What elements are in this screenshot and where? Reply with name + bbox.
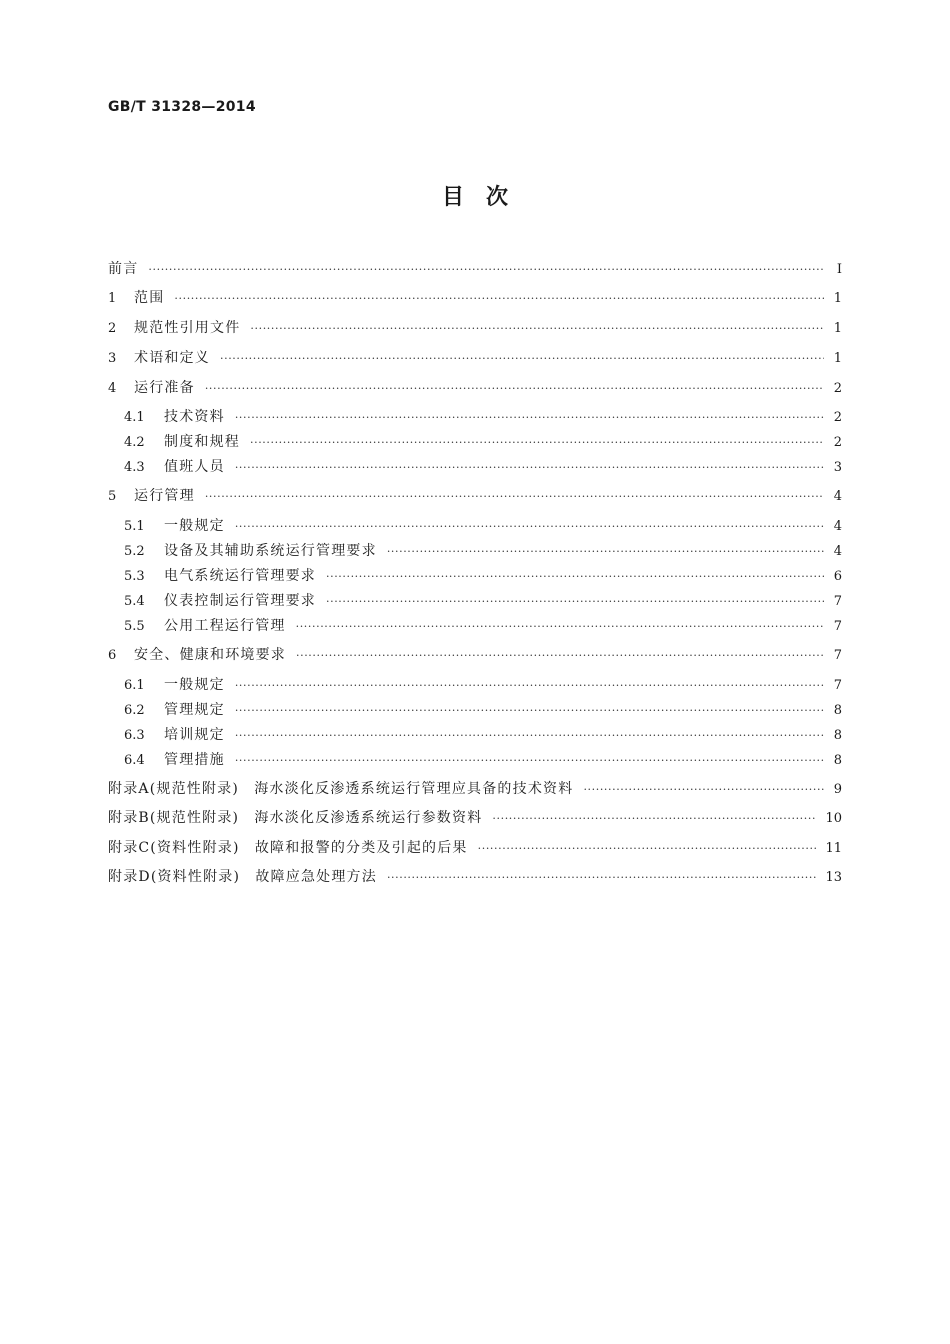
toc-entry-page: Ⅰ: [836, 262, 842, 277]
toc-leader-dots: [235, 725, 824, 747]
toc-entry-4-3[interactable]: [108, 456, 842, 478]
toc-leader-dots: [205, 378, 824, 400]
toc-entry-page: 1: [833, 291, 842, 306]
toc-entry-label: 设备及其辅助系统运行管理要求: [164, 543, 377, 559]
toc-entry-number: 4: [108, 381, 117, 396]
toc-entry-page: 9: [833, 782, 842, 797]
toc-leader-dots: [326, 591, 824, 613]
toc-entry-page: 1: [833, 351, 842, 366]
toc-entry-page: 4: [833, 544, 842, 559]
toc-entry-number: 5.1: [124, 519, 145, 534]
toc-entry-label: 范围: [134, 290, 165, 306]
toc-entry-page: 1: [833, 321, 842, 336]
toc-entry-label: 运行准备: [134, 380, 195, 396]
toc-leader-dots: [326, 566, 824, 588]
toc-entry-label: 一般规定: [164, 677, 225, 693]
toc-leader-dots: [148, 259, 824, 281]
toc-entry-5-2[interactable]: [108, 540, 842, 562]
toc-leader-dots: [235, 457, 824, 479]
toc-leader-dots: [583, 779, 824, 801]
toc-entry-label: 值班人员: [164, 459, 225, 475]
toc-entry-number: 1: [108, 291, 117, 306]
toc-entry-2[interactable]: [108, 317, 842, 339]
toc-entry-number: 2: [108, 321, 117, 336]
toc-entry-5-4[interactable]: [108, 590, 842, 612]
toc-leader-dots: [296, 616, 824, 638]
toc-entry-page: 2: [833, 381, 842, 396]
toc-entry-3[interactable]: [108, 347, 842, 369]
toc-entry-number: 6: [108, 648, 117, 663]
toc-entry-annex-c[interactable]: [108, 837, 842, 859]
toc-entry-page: 7: [833, 619, 842, 634]
toc-entry-page: 11: [825, 841, 842, 856]
toc-entry-4-1[interactable]: [108, 406, 842, 428]
toc-entry-label: 管理措施: [164, 752, 225, 768]
toc-entry-page: 3: [833, 460, 842, 475]
toc-title: 目 次: [441, 185, 508, 210]
toc-leader-dots: [492, 808, 817, 830]
toc-entry-annex-b[interactable]: [108, 807, 842, 829]
toc-entry-5-5[interactable]: [108, 615, 842, 637]
toc-entry-number: 5.4: [124, 594, 145, 609]
toc-entry-annex-a[interactable]: [108, 778, 842, 800]
toc-entry-number: 6.1: [124, 678, 145, 693]
toc-entry-page: 7: [833, 648, 842, 663]
toc-entry-number: 4.2: [124, 435, 145, 450]
toc-entry-6-4[interactable]: [108, 749, 842, 771]
toc-entry-5-3[interactable]: [108, 565, 842, 587]
toc-entry-label: 一般规定: [164, 518, 225, 534]
toc-leader-dots: [235, 700, 824, 722]
toc-entry-page: 7: [833, 678, 842, 693]
toc-entry-page: 10: [825, 811, 842, 826]
toc-entry-6-3[interactable]: [108, 724, 842, 746]
toc-entry-label: 电气系统运行管理要求: [164, 568, 316, 584]
toc-entry-6-2[interactable]: [108, 699, 842, 721]
toc-entry-4[interactable]: [108, 377, 842, 399]
toc-leader-dots: [235, 675, 824, 697]
toc-entry-label: 仪表控制运行管理要求: [164, 593, 316, 609]
toc-entry-5-1[interactable]: [108, 515, 842, 537]
toc-entry-label: 附录D(资料性附录) 故障应急处理方法: [108, 869, 377, 885]
toc-entry-label: 附录A(规范性附录) 海水淡化反渗透系统运行管理应具备的技术资料: [108, 781, 574, 797]
toc-leader-dots: [235, 407, 824, 429]
toc-entry-4-2[interactable]: [108, 431, 842, 453]
toc-entry-6-1[interactable]: [108, 674, 842, 696]
toc-entry-label: 附录B(规范性附录) 海水淡化反渗透系统运行参数资料: [108, 810, 483, 826]
toc-entry-number: 4.3: [124, 460, 145, 475]
toc-leader-dots: [387, 541, 824, 563]
toc-leader-dots: [296, 645, 824, 667]
toc-entry-page: 2: [833, 435, 842, 450]
toc-entry-label: 制度和规程: [164, 434, 240, 450]
toc-entry-foreword[interactable]: [108, 258, 842, 280]
toc-entry-label: 公用工程运行管理: [164, 618, 286, 634]
toc-leader-dots: [174, 288, 824, 310]
toc-entry-1[interactable]: [108, 287, 842, 309]
toc-entry-page: 8: [833, 703, 842, 718]
toc-entry-label: 规范性引用文件: [134, 320, 241, 336]
toc-entry-number: 5.3: [124, 569, 145, 584]
toc-entry-label: 前言: [108, 261, 139, 277]
standard-code: GB/T 31328—2014: [108, 99, 256, 115]
toc-entry-label: 安全、健康和环境要求: [134, 647, 286, 663]
toc-entry-page: 4: [833, 519, 842, 534]
toc-entry-number: 3: [108, 351, 117, 366]
toc-entry-label: 培训规定: [164, 727, 225, 743]
toc-entry-label: 运行管理: [134, 488, 195, 504]
toc-leader-dots: [250, 318, 824, 340]
toc-leader-dots: [478, 838, 818, 860]
toc-entry-page: 4: [833, 489, 842, 504]
toc-entry-page: 8: [833, 753, 842, 768]
toc-entry-number: 6.4: [124, 753, 145, 768]
toc-leader-dots: [250, 432, 824, 454]
toc-entry-page: 2: [833, 410, 842, 425]
toc-leader-dots: [205, 486, 824, 508]
toc-entry-page: 6: [833, 569, 842, 584]
toc-entry-number: 6.2: [124, 703, 145, 718]
toc-leader-dots: [220, 348, 824, 370]
toc-leader-dots: [235, 516, 824, 538]
toc-entry-number: 5: [108, 489, 117, 504]
toc-entry-label: 附录C(资料性附录) 故障和报警的分类及引起的后果: [108, 840, 468, 856]
toc-entry-label: 技术资料: [164, 409, 225, 425]
toc-entry-number: 5.2: [124, 544, 145, 559]
toc-leader-dots: [387, 867, 818, 889]
toc-entry-page: 8: [833, 728, 842, 743]
toc-entry-label: 管理规定: [164, 702, 225, 718]
toc-entry-6[interactable]: [108, 644, 842, 666]
toc-entry-number: 5.5: [124, 619, 145, 634]
toc-entry-page: 7: [833, 594, 842, 609]
toc-entry-number: 6.3: [124, 728, 145, 743]
toc-entry-number: 4.1: [124, 410, 145, 425]
toc-entry-page: 13: [825, 870, 842, 885]
toc-entry-label: 术语和定义: [134, 350, 210, 366]
toc-entry-5[interactable]: [108, 485, 842, 507]
toc-entry-annex-d[interactable]: [108, 866, 842, 888]
toc-leader-dots: [235, 750, 824, 772]
